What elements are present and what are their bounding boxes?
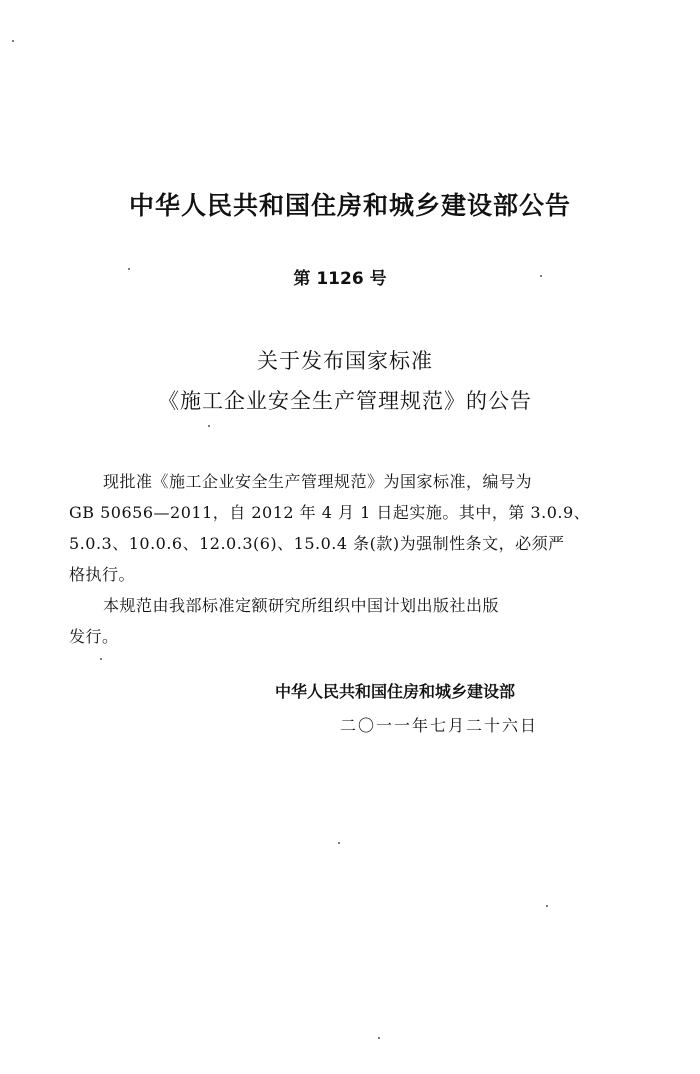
paragraph-1-line: GB 50656—2011，自 2012 年 4 月 1 日起实施。其中，第 3.0.9、	[69, 503, 591, 522]
scan-speck	[128, 268, 130, 270]
announcement-title: 中华人民共和国住房和城乡建设部公告	[128, 191, 571, 220]
paragraph-2-line: 本规范由我部标准定额研究所组织中国计划出版社出版	[103, 596, 500, 615]
paragraph-1-line: 5.0.3、10.0.6、12.0.3(6)、15.0.4 条(款)为强制性条文，必须严	[69, 534, 565, 553]
paragraph-2-line: 发行。	[69, 627, 119, 646]
issuer-signature: 中华人民共和国住房和城乡建设部	[275, 682, 516, 701]
scan-speck	[100, 658, 102, 660]
paragraph-2	[69, 590, 614, 652]
scan-speck	[540, 275, 542, 277]
announcement-body	[69, 466, 614, 652]
scan-speck	[378, 1037, 380, 1039]
subtitle-line-2: 《施工企业安全生产管理规范》的公告	[158, 389, 532, 413]
announcement-number: 第 1126 号	[293, 269, 387, 289]
issue-date: 二〇一一年七月二十六日	[340, 716, 539, 735]
scan-speck	[338, 842, 340, 844]
subtitle-line-1: 关于发布国家标准	[257, 349, 433, 373]
paragraph-1-line: 格执行。	[69, 565, 136, 584]
scan-speck	[208, 425, 210, 427]
paragraph-1	[69, 466, 614, 590]
scan-speck	[12, 40, 14, 42]
paragraph-1-line: 现批准《施工企业安全生产管理规范》为国家标准，编号为	[103, 472, 533, 491]
scan-speck	[546, 905, 548, 907]
